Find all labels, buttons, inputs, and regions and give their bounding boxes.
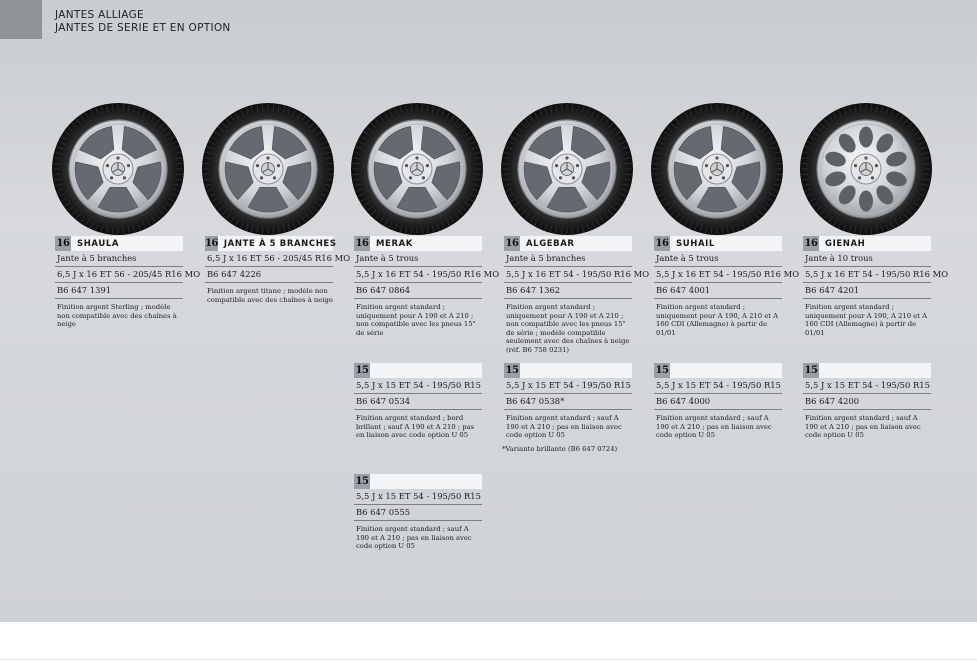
product-spec: 6,5 J x 16 ET 56 - 205/45 R16 MO <box>205 251 333 267</box>
rim-size-badge: 15 <box>655 365 669 376</box>
product-reference: B6 647 1362 <box>504 283 632 299</box>
rim-size-badge: 16 <box>355 238 369 249</box>
product-tag <box>354 474 482 489</box>
product-tag <box>803 236 931 251</box>
product-description: Jante à 5 branches <box>504 251 632 267</box>
product-reference: B6 647 1391 <box>55 283 183 299</box>
wheel-image-suhail <box>650 102 784 236</box>
product-reference: B6 647 4201 <box>803 283 931 299</box>
product-card-suhail-15 <box>654 363 782 440</box>
footer-divider <box>0 659 977 660</box>
product-reference: B6 647 0538* <box>504 394 632 410</box>
product-tag <box>504 363 632 378</box>
product-spec: 5,5 J x 15 ET 54 - 195/50 R15 <box>803 378 931 394</box>
product-spec: 5,5 J x 15 ET 54 - 195/50 R15 <box>354 378 482 394</box>
product-card-merak-15-b <box>354 474 482 551</box>
wheel-graphic <box>651 103 783 235</box>
product-reference: B6 647 0534 <box>354 394 482 410</box>
product-card-shaula <box>55 236 201 329</box>
product-card-suhail <box>654 236 800 337</box>
wheel-graphic <box>52 103 184 235</box>
product-card-5-branches <box>205 236 351 304</box>
product-tag <box>354 236 482 251</box>
product-note: Finition argent standard ; uniquement pour A 190 et A 210 ; non compatible avec les pneus 15" de série ; modèle compatible seulement avec des chaînes à neige (réf. B6 758 0231) <box>506 303 630 354</box>
product-spec: 5,5 J x 15 ET 54 - 195/50 R15 <box>504 378 632 394</box>
product-note: Finition argent Sterling ; modèle non compatible avec des chaînes à neige <box>57 303 177 329</box>
product-note: Finition argent standard ; uniquement pour A 190, A 210 et A 160 CDI (Allemagne) à partir de 01/01 <box>656 303 779 337</box>
product-spec: 5,5 J x 15 ET 54 - 195/50 R15 <box>354 489 482 505</box>
product-reference: B6 647 0864 <box>354 283 482 299</box>
wheel-graphic <box>351 103 483 235</box>
product-reference: B6 647 4000 <box>654 394 782 410</box>
product-card-gienah <box>803 236 949 337</box>
product-name: JANTE À 5 BRANCHES <box>223 238 337 249</box>
product-footnote: *Variante brillante (B6 647 0724) <box>502 444 618 453</box>
product-note: Finition argent standard ; uniquement pour A 190 et A 210 ; non compatible avec les pneus 15" de série <box>356 303 476 337</box>
product-reference: B6 647 0555 <box>354 505 482 521</box>
header-subtitle: JANTES DE SERIE ET EN OPTION <box>55 22 231 34</box>
wheel-image-merak <box>350 102 484 236</box>
product-card-algebar-15 <box>504 363 632 453</box>
wheel-graphic <box>202 103 334 235</box>
wheel-image-gienah <box>799 102 933 236</box>
rim-size-badge: 16 <box>655 238 669 249</box>
product-note: Finition argent standard ; bord brillant ; sauf A 190 et A 210 ; pas en liaison avec code option U 05 <box>356 414 475 440</box>
product-tag <box>803 363 931 378</box>
product-description: Jante à 5 branches <box>55 251 183 267</box>
product-description: Jante à 5 trous <box>654 251 782 267</box>
product-description: Jante à 5 trous <box>354 251 482 267</box>
rim-size-badge: 16 <box>804 238 818 249</box>
product-tag <box>354 363 482 378</box>
product-tag <box>55 236 183 251</box>
page-header <box>55 9 231 35</box>
wheel-image-algebar <box>500 102 634 236</box>
corner-tab <box>0 0 42 39</box>
product-card-merak-15 <box>354 363 482 440</box>
rim-size-badge: 16 <box>505 238 519 249</box>
product-name: ALGEBAR <box>526 238 575 249</box>
rim-size-badge: 15 <box>355 365 369 376</box>
rim-size-badge: 15 <box>804 365 818 376</box>
rim-size-badge: 16 <box>56 238 70 249</box>
product-note: Finition argent titane ; modèle non compatible avec des chaînes à neige <box>207 287 333 304</box>
product-spec: 5,5 J x 16 ET 54 - 195/50 R16 MO <box>803 267 931 283</box>
product-reference: B6 647 4200 <box>803 394 931 410</box>
product-spec: 5,5 J x 15 ET 54 - 195/50 R15 <box>654 378 782 394</box>
product-tag <box>504 236 632 251</box>
product-tag <box>654 236 782 251</box>
product-name: MERAK <box>376 238 413 249</box>
product-reference: B6 647 4001 <box>654 283 782 299</box>
rim-size-badge: 15 <box>505 365 519 376</box>
product-tag <box>654 363 782 378</box>
rim-size-badge: 16 <box>205 238 218 249</box>
product-note: Finition argent standard ; sauf A 190 et A 210 ; pas en liaison avec code option U 05 <box>656 414 772 440</box>
product-name: SUHAIL <box>676 238 715 249</box>
wheel-graphic <box>800 103 932 235</box>
product-spec: 6,5 J x 16 ET 56 - 205/45 R16 MO <box>55 267 183 283</box>
product-description: Jante à 10 trous <box>803 251 931 267</box>
product-card-gienah-15 <box>803 363 931 440</box>
wheel-graphic <box>501 103 633 235</box>
product-name: GIENAH <box>825 238 866 249</box>
wheel-image-5-branches <box>201 102 335 236</box>
product-note: Finition argent standard ; sauf A 190 et A 210 ; pas en liaison avec code option U 05 <box>356 525 472 551</box>
rim-size-badge: 15 <box>355 476 369 487</box>
product-name: SHAULA <box>77 238 120 249</box>
product-reference: B6 647 4226 <box>205 267 333 283</box>
product-card-merak <box>354 236 500 337</box>
product-tag <box>205 236 337 251</box>
product-spec: 5,5 J x 16 ET 54 - 195/50 R16 MO <box>354 267 482 283</box>
product-note: Finition argent standard ; uniquement pour A 190, A 210 et A 160 CDI (Allemagne) à partir de 01/01 <box>805 303 928 337</box>
wheel-image-shaula <box>51 102 185 236</box>
product-note: Finition argent standard ; sauf A 190 et A 210 ; pas en liaison avec code option U 05 <box>805 414 921 440</box>
product-card-algebar <box>504 236 650 355</box>
product-spec: 5,5 J x 16 ET 54 - 195/50 R16 MO <box>654 267 782 283</box>
footer-strip <box>0 622 977 662</box>
header-title: JANTES ALLIAGE <box>55 9 144 21</box>
product-spec: 5,5 J x 16 ET 54 - 195/50 R16 MO <box>504 267 632 283</box>
product-note: Finition argent standard ; sauf A 190 et A 210 ; pas en liaison avec code option U 05 <box>506 414 622 440</box>
